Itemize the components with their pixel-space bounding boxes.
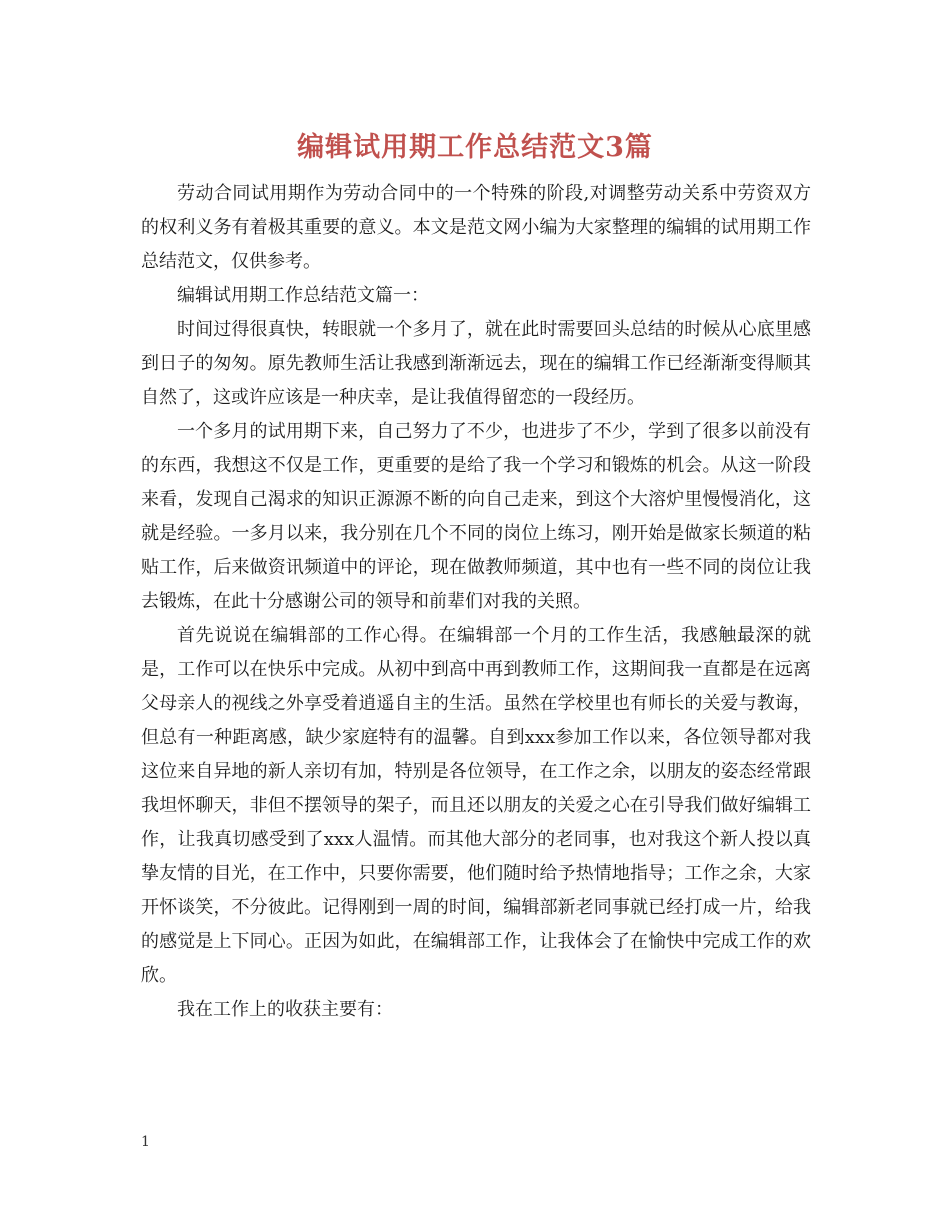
document-body [141,177,811,1027]
paragraph-body: 我在工作上的收获主要有： [177,999,393,1020]
page-number: 1 [141,1134,150,1150]
document-title: 编辑试用期工作总结范文3篇 [297,132,653,163]
paragraph-section-heading: 编辑试用期工作总结范文篇一： [177,285,429,306]
paragraph-body: 时间过得很真快，转眼就一个多月了，就在此时需要回头总结的时候从心底里感到日子的匆匆。原先教师生活让我感到渐渐远去，现在的编辑工作已经渐渐变得顺其自然了，这或许应该是一种庆幸，是让我值得留恋的一段经历。 [141,319,811,408]
paragraph-body: 一个多月的试用期下来，自己努力了不少，也进步了不少，学到了很多以前没有的东西，我想这不仅是工作，更重要的是给了我一个学习和锻炼的机会。从这一阶段来看，发现自己渴求的知识正源源不断的向自己走来，到这个大溶炉里慢慢消化，这就是经验。一多月以来，我分别在几个不同的岗位上练习，刚开始是做家长频道的粘贴工作，后来做资讯频道中的评论，现在做教师频道，其中也有一些不同的岗位让我去锻炼，在此十分感谢公司的领导和前辈们对我的关照。 [141,421,811,612]
paragraph-intro: 劳动合同试用期作为劳动合同中的一个特殊的阶段,对调整劳动关系中劳资双方的权利义务有着极其重要的意义。本文是范文网小编为大家整理的编辑的试用期工作总结范文，仅供参考。 [141,183,811,272]
paragraph-body: 首先说说在编辑部的工作心得。在编辑部一个月的工作生活，我感触最深的就是，工作可以在快乐中完成。从初中到高中再到教师工作，这期间我一直都是在远离父母亲人的视线之外享受着逍遥自主的生活。虽然在学校里也有师长的关爱与教诲，但总有一种距离感，缺少家庭特有的温馨。自到xxx参加工作以来，各位领导都对我这位来自异地的新人亲切有加，特别是各位领导，在工作之余，以朋友的姿态经常跟我坦怀聊天，非但不摆领导的架子，而且还以朋友的关爱之心在引导我们做好编辑工作，让我真切感受到了xxx人温情。而其他大部分的老同事，也对我这个新人投以真挚友情的目光，在工作中，只要你需要，他们随时给予热情地指导；工作之余，大家开怀谈笑，不分彼此。记得刚到一周的时间，编辑部新老同事就已经打成一片，给我的感觉是上下同心。正因为如此，在编辑部工作，让我体会了在愉快中完成工作的欢欣。 [141,625,811,986]
